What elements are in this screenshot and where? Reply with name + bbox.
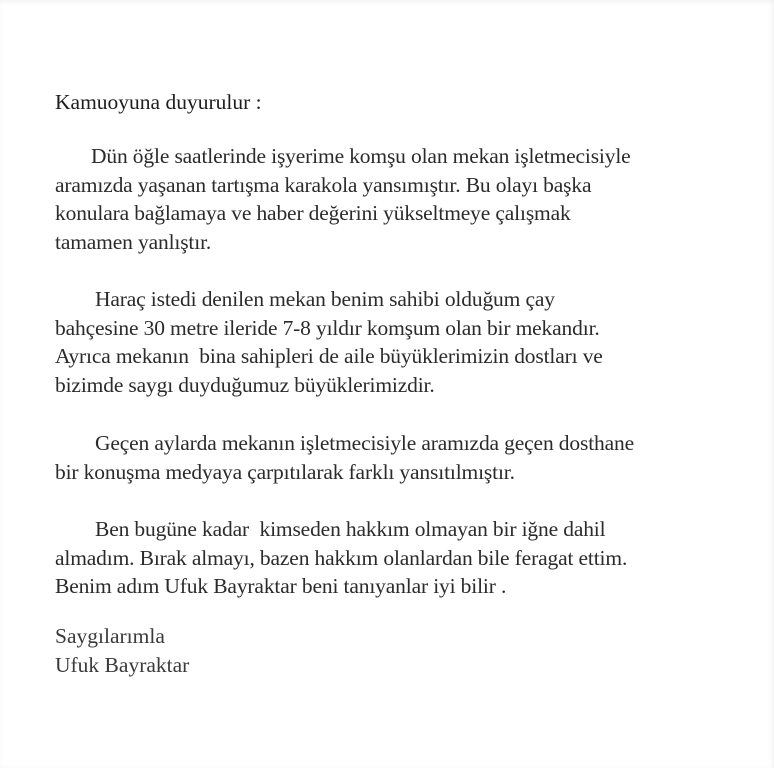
closing-block <box>55 622 189 679</box>
paragraph-line: bir konuşma medyaya çarpıtılarak farklı yansıtılmıştır. <box>55 459 515 484</box>
paragraph-line: konulara bağlamaya ve haber değerini yükseltmeye çalışmak <box>55 201 571 226</box>
paragraph-line: Ayrıca mekanın bina sahipleri de aile büyüklerimizin dostları ve <box>55 344 603 369</box>
salutation: Saygılarımla <box>55 624 165 648</box>
paragraph-3 <box>55 429 634 486</box>
paragraph-4 <box>55 515 627 601</box>
paragraph-line: Dün öğle saatlerinde işyerime komşu olan mekan işletmecisiyle <box>91 144 631 168</box>
paragraph-line: almadım. Bırak almayı, bazen hakkım olanlardan bile feragat ettim. <box>55 545 628 570</box>
paragraph-line: aramızda yaşanan tartışma karakola yansımıştır. Bu olayı başka <box>55 172 592 197</box>
paragraph-line: Haraç istedi denilen mekan benim sahibi olduğum çay <box>95 287 555 311</box>
paragraph-line: bizimde saygı duyduğumuz büyüklerimizdir. <box>55 372 435 397</box>
paragraph-line: Ben bugüne kadar kimseden hakkım olmayan bir iğne dahil <box>95 517 606 541</box>
document-heading: Kamuoyuna duyurulur : <box>55 90 262 114</box>
paragraph-line: Geçen aylarda mekanın işletmecisiyle aramızda geçen dosthane <box>95 431 634 455</box>
signature: Ufuk Bayraktar <box>55 652 190 677</box>
paragraph-1 <box>55 142 631 256</box>
paragraph-2 <box>55 285 603 399</box>
paragraph-line: Benim adım Ufuk Bayraktar beni tanıyanlar iyi bilir . <box>55 574 507 599</box>
paragraph-line: tamamen yanlıştır. <box>55 229 212 254</box>
paragraph-line: bahçesine 30 metre ileride 7-8 yıldır komşum olan bir mekandır. <box>55 315 600 340</box>
